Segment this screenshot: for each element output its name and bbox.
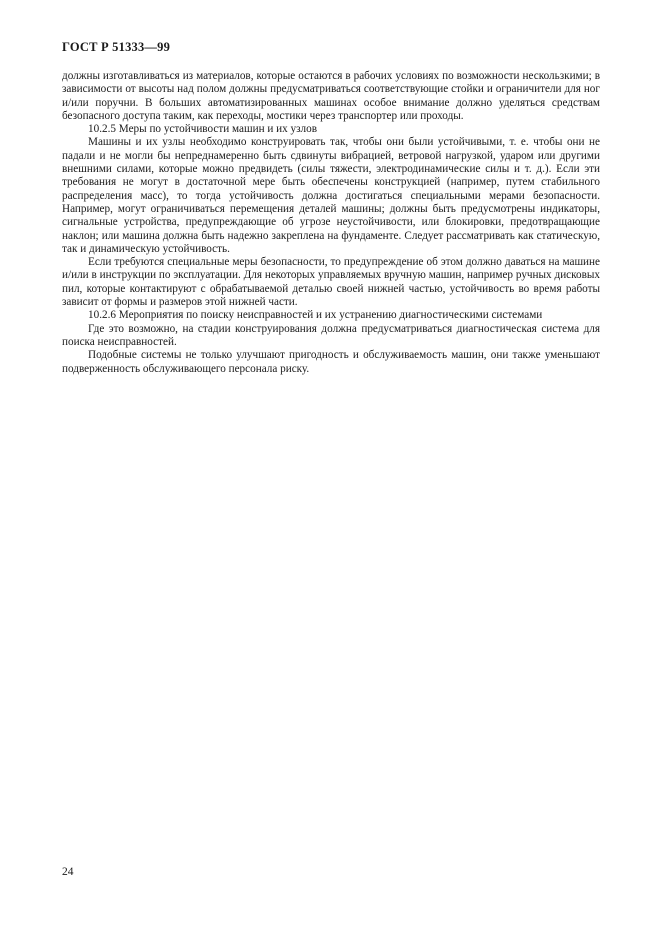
paragraph-continuation: должны изготавливаться из материалов, которые остаются в рабочих условиях по возможности нескользкими; в зависимости от высоты над полом должны предусматриваться соответствующие стойки и ограничители для ног и/или поручни. В больших автоматизированных машинах особое внимание должно уделяться средствам безопасного доступа таким, как переходы, мостики через транспортер или проходы. (62, 70, 600, 122)
paragraph-special-measures: Если требуются специальные меры безопасности, то предупреждение об этом должно даваться на машине и/или в инструкции по эксплуатации. Для некоторых управляемых вручную машин, например ручных дисковых пил, которые контактируют с обрабатываемой деталью своей нижней частью, устойчивость во время работы зависит от формы и размеров этой нижней части. (62, 256, 600, 309)
document-body (62, 70, 600, 376)
section-heading-10-2-5: 10.2.5 Меры по устойчивости машин и их узлов (88, 123, 318, 136)
section-heading-10-2-6: 10.2.6 Мероприятия по поиску неисправностей и их устранению диагностическими системами (88, 309, 543, 322)
paragraph-stability: Машины и их узлы необходимо конструировать так, чтобы они были устойчивыми, т. е. чтобы они не падали и не могли бы непреднамеренно быть сдвинуты вибрацией, ветровой нагрузкой, ударом или другими внешними силами, которые можно предвидеть (силы тяжести, электродинамические силы и т. д.). Если эти требования не могут в достаточной мере быть обеспечены конструкцией (например, путем стабильного распределения масс), то тогда устойчивость должна достигаться специальными мерами безопасности. Например, могут ограничиваться перемещения деталей машины; должны быть предусмотрены индикаторы, сигнальные устройства, предупреждающие об угрозе неустойчивости, или блокировки, предотвращающие наклон; или машина должна быть надежно закреплена на фундаменте. Следует рассматривать как статическую, так и динамическую устойчивость. (62, 136, 600, 255)
page-number: 24 (62, 866, 74, 878)
paragraph-diagnostics: Где это возможно, на стадии конструирования должна предусматриваться диагностическая система для поиска неисправностей. (62, 322, 600, 348)
document-header: ГОСТ Р 51333—99 (62, 40, 171, 54)
paragraph-systems: Подобные системы не только улучшают пригодность и обслуживаемость машин, они также уменьшают подверженность обслуживающего персонала риску. (62, 349, 600, 375)
